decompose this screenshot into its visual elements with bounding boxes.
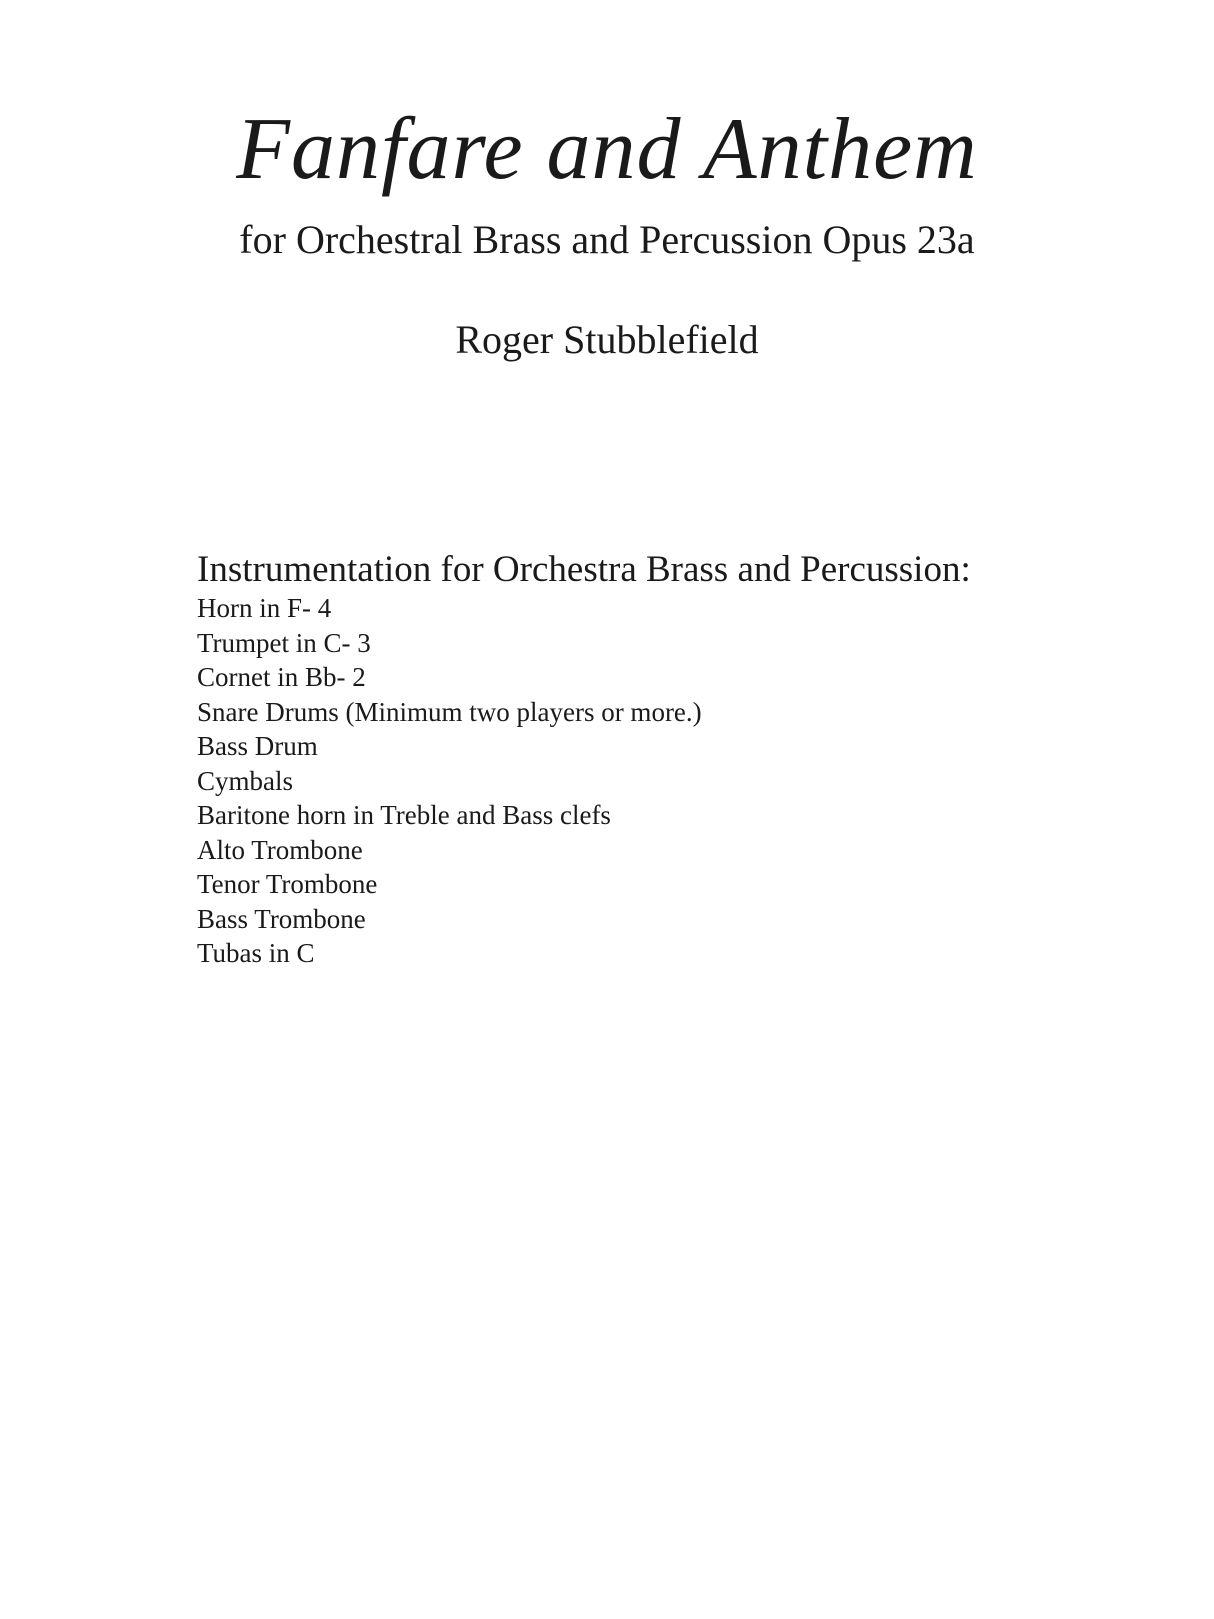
instrument-item: Tubas in C xyxy=(197,938,315,968)
score-title: Fanfare and Anthem xyxy=(236,101,978,198)
instrument-item: Tenor Trombone xyxy=(197,869,378,899)
instrument-item: Snare Drums (Minimum two players or more.) xyxy=(197,696,702,727)
instrumentation-heading: Instrumentation for Orchestra Brass and Percussion: xyxy=(197,549,971,590)
instrument-item: Baritone horn in Treble and Bass clefs xyxy=(197,800,611,830)
composer-name: Roger Stubblefield xyxy=(455,317,759,362)
instrument-item: Bass Trombone xyxy=(197,903,366,934)
instrument-item: Cymbals xyxy=(197,765,294,796)
instrument-item: Trumpet in C- 3 xyxy=(197,627,371,658)
instrument-item: Horn in F- 4 xyxy=(197,593,332,623)
score-subtitle: for Orchestral Brass and Percussion Opus 23a xyxy=(239,217,975,262)
instrument-item: Cornet in Bb- 2 xyxy=(197,662,366,692)
instrument-item: Bass Drum xyxy=(197,731,318,761)
instrumentation-list xyxy=(197,591,702,971)
instrument-item: Alto Trombone xyxy=(197,834,363,865)
